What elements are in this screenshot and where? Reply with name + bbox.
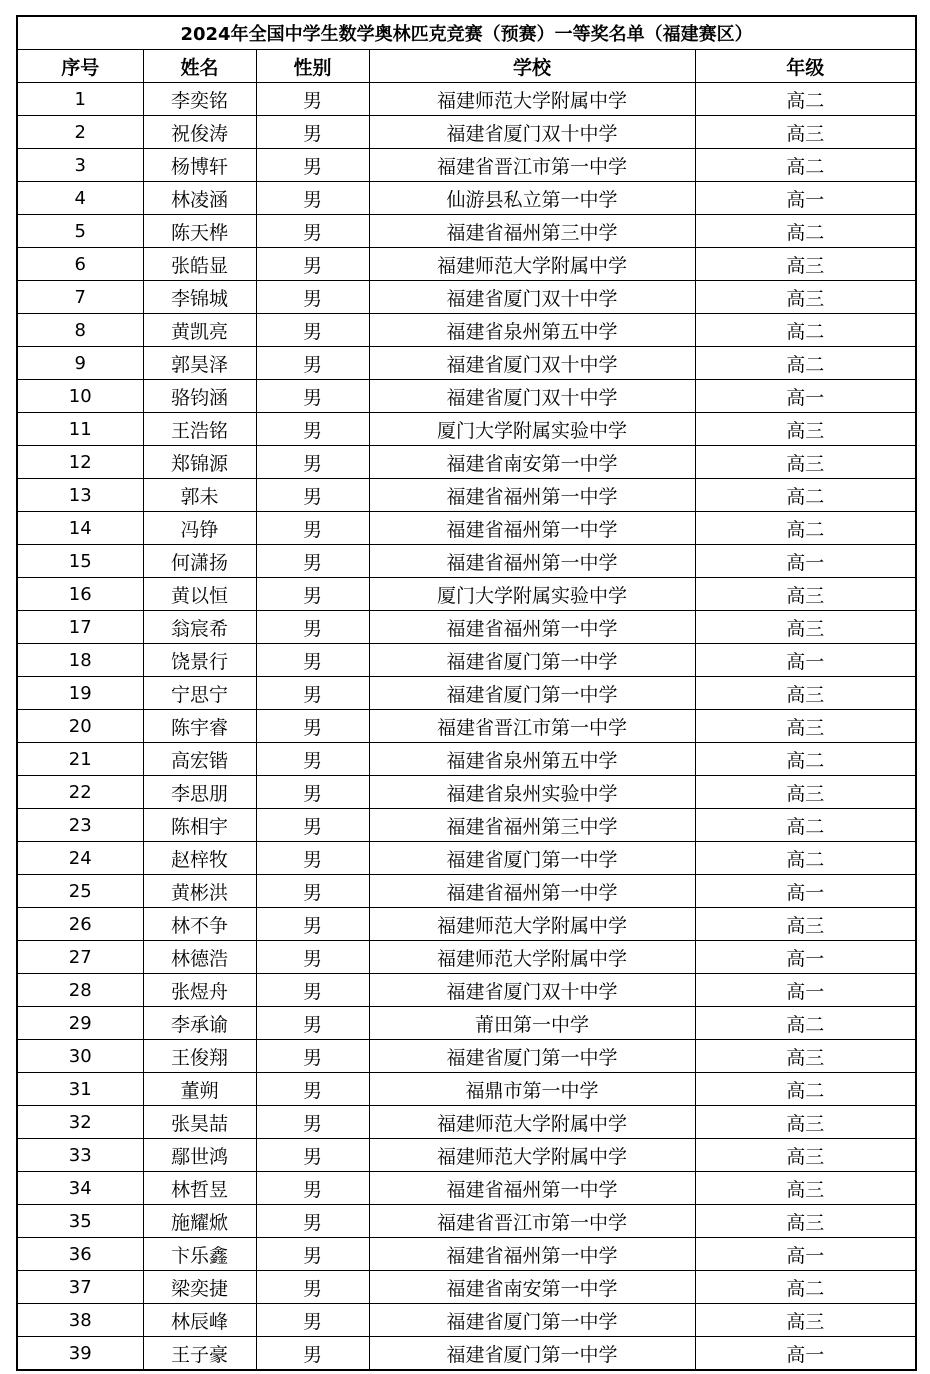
cell-school: 福建省厦门双十中学 — [369, 380, 695, 413]
cell-grade: 高三 — [695, 1205, 916, 1238]
cell-name: 林德浩 — [143, 941, 256, 974]
cell-grade: 高一 — [695, 941, 916, 974]
cell-gender: 男 — [256, 1040, 369, 1073]
cell-index: 2 — [17, 116, 143, 149]
cell-grade: 高三 — [695, 1106, 916, 1139]
cell-gender: 男 — [256, 182, 369, 215]
cell-school: 福建省厦门第一中学 — [369, 1337, 695, 1371]
cell-gender: 男 — [256, 908, 369, 941]
cell-grade: 高二 — [695, 842, 916, 875]
cell-school: 厦门大学附属实验中学 — [369, 578, 695, 611]
cell-name: 宁思宁 — [143, 677, 256, 710]
cell-school: 福建师范大学附属中学 — [369, 941, 695, 974]
cell-school: 福建师范大学附属中学 — [369, 83, 695, 116]
cell-gender: 男 — [256, 413, 369, 446]
cell-gender: 男 — [256, 1337, 369, 1371]
table-row — [17, 578, 916, 611]
cell-school: 福建省厦门双十中学 — [369, 974, 695, 1007]
cell-gender: 男 — [256, 1106, 369, 1139]
cell-index: 5 — [17, 215, 143, 248]
cell-school: 福建省福州第一中学 — [369, 1172, 695, 1205]
header-grade: 年级 — [695, 50, 916, 83]
cell-index: 8 — [17, 314, 143, 347]
cell-gender: 男 — [256, 347, 369, 380]
cell-name: 高宏锴 — [143, 743, 256, 776]
table-row — [17, 710, 916, 743]
cell-index: 34 — [17, 1172, 143, 1205]
cell-index: 6 — [17, 248, 143, 281]
award-table — [16, 15, 917, 1371]
cell-grade: 高二 — [695, 1007, 916, 1040]
cell-grade: 高一 — [695, 545, 916, 578]
cell-school: 福建省厦门双十中学 — [369, 116, 695, 149]
cell-name: 王俊翔 — [143, 1040, 256, 1073]
cell-gender: 男 — [256, 479, 369, 512]
cell-grade: 高一 — [695, 1238, 916, 1271]
table-row — [17, 941, 916, 974]
cell-grade: 高二 — [695, 479, 916, 512]
cell-grade: 高三 — [695, 1040, 916, 1073]
cell-school: 福建省福州第一中学 — [369, 545, 695, 578]
cell-gender: 男 — [256, 116, 369, 149]
cell-index: 9 — [17, 347, 143, 380]
cell-name: 梁奕捷 — [143, 1271, 256, 1304]
cell-school: 福建省晋江市第一中学 — [369, 710, 695, 743]
cell-name: 李奕铭 — [143, 83, 256, 116]
cell-name: 董朔 — [143, 1073, 256, 1106]
table-row — [17, 644, 916, 677]
cell-grade: 高一 — [695, 974, 916, 1007]
cell-gender: 男 — [256, 1205, 369, 1238]
header-name: 姓名 — [143, 50, 256, 83]
table-row — [17, 512, 916, 545]
cell-grade: 高三 — [695, 1139, 916, 1172]
cell-index: 10 — [17, 380, 143, 413]
cell-school: 莆田第一中学 — [369, 1007, 695, 1040]
cell-index: 30 — [17, 1040, 143, 1073]
cell-name: 林凌涵 — [143, 182, 256, 215]
cell-name: 黄凯亮 — [143, 314, 256, 347]
cell-grade: 高三 — [695, 776, 916, 809]
cell-grade: 高二 — [695, 809, 916, 842]
cell-gender: 男 — [256, 215, 369, 248]
cell-gender: 男 — [256, 446, 369, 479]
cell-gender: 男 — [256, 710, 369, 743]
table-row — [17, 1073, 916, 1106]
cell-gender: 男 — [256, 380, 369, 413]
cell-school: 福建省厦门双十中学 — [369, 347, 695, 380]
header-school: 学校 — [369, 50, 695, 83]
cell-school: 福建省福州第三中学 — [369, 809, 695, 842]
cell-index: 23 — [17, 809, 143, 842]
table-row — [17, 1238, 916, 1271]
header-row — [17, 50, 916, 83]
cell-gender: 男 — [256, 611, 369, 644]
cell-school: 福建省福州第一中学 — [369, 512, 695, 545]
cell-grade: 高二 — [695, 512, 916, 545]
title-row — [17, 16, 916, 50]
header-gender: 性别 — [256, 50, 369, 83]
cell-school: 福建省泉州第五中学 — [369, 314, 695, 347]
cell-index: 37 — [17, 1271, 143, 1304]
cell-gender: 男 — [256, 974, 369, 1007]
cell-index: 27 — [17, 941, 143, 974]
cell-grade: 高三 — [695, 413, 916, 446]
cell-grade: 高三 — [695, 446, 916, 479]
table-row — [17, 281, 916, 314]
cell-name: 林不争 — [143, 908, 256, 941]
cell-gender: 男 — [256, 1304, 369, 1337]
cell-school: 福建省福州第一中学 — [369, 479, 695, 512]
cell-index: 17 — [17, 611, 143, 644]
cell-gender: 男 — [256, 1172, 369, 1205]
table-body — [17, 83, 916, 1371]
cell-school: 福建师范大学附属中学 — [369, 1139, 695, 1172]
cell-name: 骆钧涵 — [143, 380, 256, 413]
cell-school: 福建省厦门双十中学 — [369, 281, 695, 314]
cell-grade: 高二 — [695, 215, 916, 248]
cell-index: 26 — [17, 908, 143, 941]
table-row — [17, 677, 916, 710]
cell-index: 32 — [17, 1106, 143, 1139]
cell-index: 7 — [17, 281, 143, 314]
cell-gender: 男 — [256, 512, 369, 545]
cell-school: 福建师范大学附属中学 — [369, 908, 695, 941]
cell-index: 15 — [17, 545, 143, 578]
cell-gender: 男 — [256, 578, 369, 611]
cell-index: 24 — [17, 842, 143, 875]
cell-grade: 高二 — [695, 347, 916, 380]
cell-index: 25 — [17, 875, 143, 908]
table-row — [17, 1139, 916, 1172]
table-row — [17, 1007, 916, 1040]
cell-gender: 男 — [256, 545, 369, 578]
cell-grade: 高三 — [695, 578, 916, 611]
cell-index: 29 — [17, 1007, 143, 1040]
cell-grade: 高三 — [695, 248, 916, 281]
cell-index: 36 — [17, 1238, 143, 1271]
cell-name: 李锦城 — [143, 281, 256, 314]
cell-name: 林辰峰 — [143, 1304, 256, 1337]
cell-name: 张煜舟 — [143, 974, 256, 1007]
table-row — [17, 611, 916, 644]
table-row — [17, 809, 916, 842]
table-row — [17, 116, 916, 149]
cell-school: 福建省厦门第一中学 — [369, 677, 695, 710]
cell-name: 饶景行 — [143, 644, 256, 677]
cell-index: 33 — [17, 1139, 143, 1172]
cell-gender: 男 — [256, 1238, 369, 1271]
table-row — [17, 380, 916, 413]
table-row — [17, 347, 916, 380]
cell-school: 福建省泉州第五中学 — [369, 743, 695, 776]
cell-grade: 高三 — [695, 1304, 916, 1337]
cell-gender: 男 — [256, 1139, 369, 1172]
table-row — [17, 974, 916, 1007]
cell-index: 31 — [17, 1073, 143, 1106]
cell-index: 12 — [17, 446, 143, 479]
cell-grade: 高三 — [695, 908, 916, 941]
cell-school: 福建师范大学附属中学 — [369, 248, 695, 281]
cell-name: 翁宸希 — [143, 611, 256, 644]
cell-school: 福建师范大学附属中学 — [369, 1106, 695, 1139]
cell-index: 3 — [17, 149, 143, 182]
cell-name: 陈天桦 — [143, 215, 256, 248]
cell-name: 赵梓牧 — [143, 842, 256, 875]
cell-gender: 男 — [256, 776, 369, 809]
table-row — [17, 908, 916, 941]
table-row — [17, 1337, 916, 1371]
cell-index: 14 — [17, 512, 143, 545]
cell-index: 19 — [17, 677, 143, 710]
cell-grade: 高一 — [695, 380, 916, 413]
cell-index: 11 — [17, 413, 143, 446]
cell-index: 21 — [17, 743, 143, 776]
cell-grade: 高三 — [695, 611, 916, 644]
cell-gender: 男 — [256, 644, 369, 677]
cell-gender: 男 — [256, 149, 369, 182]
cell-school: 福建省厦门第一中学 — [369, 644, 695, 677]
cell-gender: 男 — [256, 1007, 369, 1040]
cell-index: 28 — [17, 974, 143, 1007]
cell-school: 福鼎市第一中学 — [369, 1073, 695, 1106]
cell-school: 福建省福州第三中学 — [369, 215, 695, 248]
table-row — [17, 413, 916, 446]
table-row — [17, 1172, 916, 1205]
table-row — [17, 248, 916, 281]
cell-name: 李思朋 — [143, 776, 256, 809]
table-title: 2024年全国中学生数学奥林匹克竞赛（预赛）一等奖名单（福建赛区） — [17, 16, 916, 50]
table-row — [17, 842, 916, 875]
table-row — [17, 545, 916, 578]
table-row — [17, 83, 916, 116]
cell-index: 38 — [17, 1304, 143, 1337]
cell-gender: 男 — [256, 248, 369, 281]
cell-gender: 男 — [256, 1073, 369, 1106]
header-index: 序号 — [17, 50, 143, 83]
table-row — [17, 875, 916, 908]
cell-name: 陈宇睿 — [143, 710, 256, 743]
cell-gender: 男 — [256, 809, 369, 842]
cell-name: 黄以恒 — [143, 578, 256, 611]
cell-name: 杨博轩 — [143, 149, 256, 182]
cell-grade: 高三 — [695, 710, 916, 743]
cell-school: 厦门大学附属实验中学 — [369, 413, 695, 446]
cell-gender: 男 — [256, 875, 369, 908]
cell-school: 福建省南安第一中学 — [369, 446, 695, 479]
cell-grade: 高二 — [695, 83, 916, 116]
cell-school: 福建省南安第一中学 — [369, 1271, 695, 1304]
cell-name: 王子豪 — [143, 1337, 256, 1371]
award-sheet — [16, 15, 915, 1371]
cell-index: 22 — [17, 776, 143, 809]
table-row — [17, 314, 916, 347]
table-row — [17, 182, 916, 215]
cell-name: 鄢世鸿 — [143, 1139, 256, 1172]
cell-grade: 高三 — [695, 281, 916, 314]
table-row — [17, 1205, 916, 1238]
table-row — [17, 215, 916, 248]
cell-grade: 高一 — [695, 644, 916, 677]
cell-gender: 男 — [256, 281, 369, 314]
cell-school: 福建省厦门第一中学 — [369, 842, 695, 875]
cell-name: 祝俊涛 — [143, 116, 256, 149]
cell-name: 张皓显 — [143, 248, 256, 281]
cell-name: 冯铮 — [143, 512, 256, 545]
cell-name: 林哲昱 — [143, 1172, 256, 1205]
cell-grade: 高三 — [695, 677, 916, 710]
table-row — [17, 776, 916, 809]
cell-index: 16 — [17, 578, 143, 611]
cell-school: 福建省福州第一中学 — [369, 611, 695, 644]
cell-name: 郭未 — [143, 479, 256, 512]
cell-name: 郭昊泽 — [143, 347, 256, 380]
cell-name: 何潇扬 — [143, 545, 256, 578]
cell-name: 陈相宇 — [143, 809, 256, 842]
cell-grade: 高二 — [695, 149, 916, 182]
cell-gender: 男 — [256, 677, 369, 710]
table-row — [17, 446, 916, 479]
cell-index: 35 — [17, 1205, 143, 1238]
cell-name: 张昊喆 — [143, 1106, 256, 1139]
cell-name: 王浩铭 — [143, 413, 256, 446]
cell-gender: 男 — [256, 314, 369, 347]
cell-index: 13 — [17, 479, 143, 512]
table-row — [17, 1106, 916, 1139]
cell-index: 39 — [17, 1337, 143, 1371]
cell-school: 福建省福州第一中学 — [369, 875, 695, 908]
table-row — [17, 1304, 916, 1337]
table-row — [17, 479, 916, 512]
cell-school: 福建省厦门第一中学 — [369, 1040, 695, 1073]
cell-name: 卞乐鑫 — [143, 1238, 256, 1271]
cell-school: 仙游县私立第一中学 — [369, 182, 695, 215]
cell-gender: 男 — [256, 83, 369, 116]
cell-index: 1 — [17, 83, 143, 116]
table-row — [17, 1271, 916, 1304]
table-row — [17, 1040, 916, 1073]
cell-gender: 男 — [256, 743, 369, 776]
cell-grade: 高二 — [695, 1073, 916, 1106]
cell-grade: 高三 — [695, 1172, 916, 1205]
cell-grade: 高二 — [695, 1271, 916, 1304]
cell-index: 18 — [17, 644, 143, 677]
cell-index: 20 — [17, 710, 143, 743]
cell-gender: 男 — [256, 941, 369, 974]
cell-grade: 高一 — [695, 182, 916, 215]
table-row — [17, 149, 916, 182]
cell-grade: 高二 — [695, 314, 916, 347]
cell-school: 福建省厦门第一中学 — [369, 1304, 695, 1337]
table-row — [17, 743, 916, 776]
cell-index: 4 — [17, 182, 143, 215]
cell-school: 福建省福州第一中学 — [369, 1238, 695, 1271]
cell-name: 李承谕 — [143, 1007, 256, 1040]
cell-name: 郑锦源 — [143, 446, 256, 479]
cell-grade: 高三 — [695, 116, 916, 149]
cell-name: 施耀焮 — [143, 1205, 256, 1238]
cell-gender: 男 — [256, 842, 369, 875]
cell-grade: 高二 — [695, 743, 916, 776]
cell-name: 黄彬洪 — [143, 875, 256, 908]
cell-gender: 男 — [256, 1271, 369, 1304]
cell-school: 福建省泉州实验中学 — [369, 776, 695, 809]
cell-grade: 高一 — [695, 875, 916, 908]
cell-school: 福建省晋江市第一中学 — [369, 149, 695, 182]
cell-grade: 高一 — [695, 1337, 916, 1371]
cell-school: 福建省晋江市第一中学 — [369, 1205, 695, 1238]
